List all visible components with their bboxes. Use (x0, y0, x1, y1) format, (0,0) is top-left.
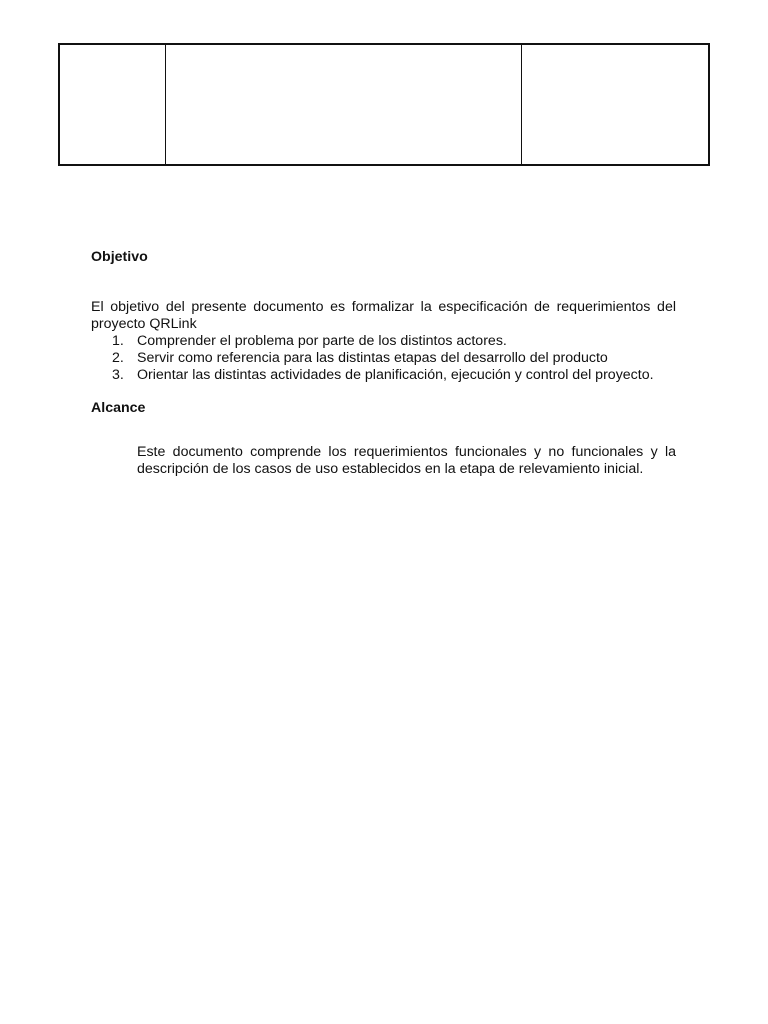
objetivo-intro: El objetivo del presente documento es formalizar la especificación de requerimientos del proyecto QRLink (91, 299, 676, 332)
header-cell-info (522, 45, 708, 164)
header-cell-title (166, 45, 522, 164)
header-cell-logo (60, 45, 166, 164)
list-item (91, 333, 676, 350)
objetivo-heading: Objetivo (91, 249, 148, 265)
list-item (91, 350, 676, 367)
list-item-text: Orientar las distintas actividades de planificación, ejecución y control del proyecto. (137, 367, 654, 383)
objetivo-list (91, 333, 676, 384)
list-item-text: Comprender el problema por parte de los distintos actores. (137, 333, 507, 349)
alcance-body: Este documento comprende los requerimientos funcionales y no funcionales y la descripción de los casos de uso establecidos en la etapa de relevamiento inicial. (137, 444, 676, 477)
list-item-number: 2. (112, 350, 124, 366)
document-header-table (58, 43, 710, 166)
list-item-number: 3. (112, 367, 124, 383)
list-item (91, 367, 676, 384)
alcance-heading: Alcance (91, 400, 146, 416)
document-body (91, 249, 676, 478)
list-item-text: Servir como referencia para las distintas etapas del desarrollo del producto (137, 350, 608, 366)
list-item-number: 1. (112, 333, 124, 349)
